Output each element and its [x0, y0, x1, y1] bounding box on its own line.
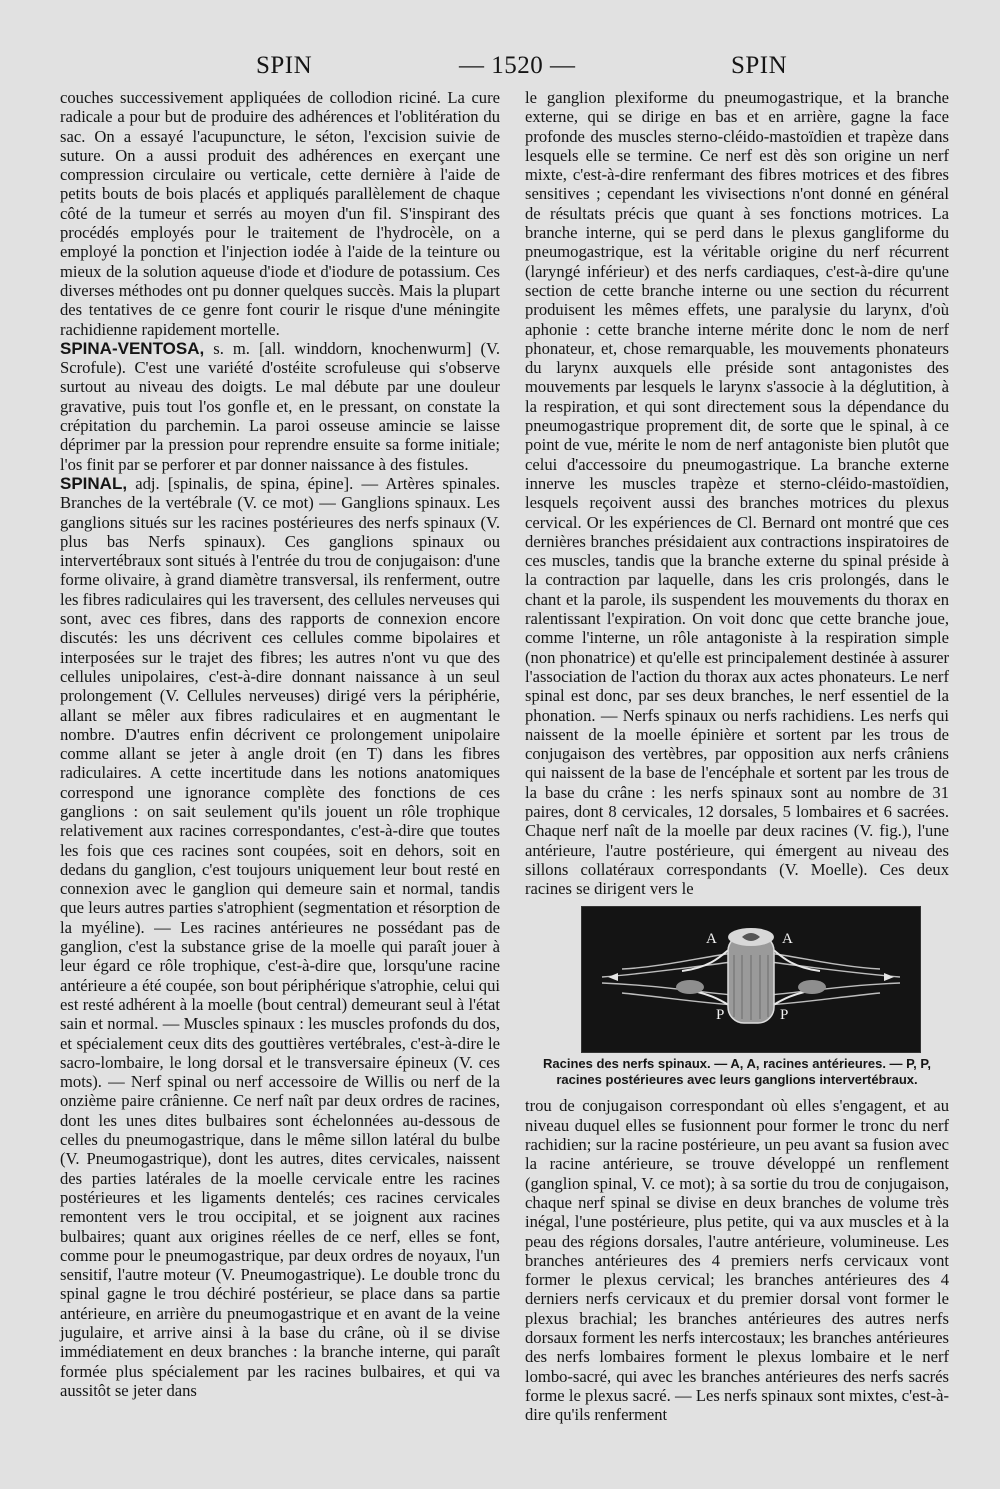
- page-header: [0, 52, 1000, 86]
- headword-spinal: SPINAL,: [60, 473, 128, 493]
- entry-spinal: [60, 474, 500, 1400]
- label-a-left: A: [706, 931, 717, 948]
- right-column: [525, 88, 949, 1425]
- entry-spina-ventosa-text: s. m. [all. winddorn, knochenwurm] (V. Scrofule). C'est une variété d'ostéite scrofuleuse qui s'observe surtout au niveau des doigts. Le mal débute par une douleur gravative, puis tout l'os gonfle et, en le pressant, on constate la crépitation du parchemin. La paroi osseuse amincie se laisse déprimer par la pression pour reprendre ensuite sa forme initiale; l'os finit par se perforer et par donner naissance à des fistules.: [60, 338, 500, 474]
- label-p-right: P: [780, 1007, 789, 1024]
- paragraph-trou-conjugaison: trou de conjugaison correspondant où elles s'engagent, et au niveau duquel elles se fusionnent pour former le tronc du nerf rachidien; sur la racine postérieure, un peu avant sa fusion avec la racine antérieure, se trouve développé un renflement (ganglion spinal, V. ce mot); à sa sortie du trou de conjugaison, chaque nerf spinal se divise en deux branches de volume très inégal, l'une postérieure, plus petite, qui va aux muscles et à la peau des régions dorsales, l'autre antérieure, volumineuse. Les branches antérieures des 4 premiers nerfs cervicaux vont former le plexus cervical; les branches antérieures des 4 derniers nerfs cervicaux et du premier dorsal vont former le plexus brachial; les branches antérieures des autres nerfs dorsaux forment les nerfs intercostaux; les branches antérieures des nerfs lombaires forment le plexus lombaire et le nerf lombo-sacré, qui avec les branches antérieures des nerfs sacrés forme le plexus sacré. — Les nerfs spinaux sont mixtes, c'est-à-dire qu'ils renferment: [525, 1096, 949, 1425]
- figure-caption: Racines des nerfs spinaux. — A, A, racines antérieures. — P, P, racines postérieures avec leurs ganglions intervertébraux.: [542, 1056, 931, 1088]
- left-column: [60, 88, 500, 1400]
- running-head-left: SPIN: [256, 52, 313, 79]
- page-number: — 1520 —: [459, 52, 576, 79]
- label-p-left: P: [716, 1007, 725, 1024]
- figure-spinal-roots: [581, 906, 921, 1053]
- headword-spina-ventosa: SPINA-VENTOSA,: [60, 338, 205, 358]
- paragraph-collodion: couches successivement appliquées de collodion riciné. La cure radicale a pour but de produire des adhérences et l'oblitération du sac. On a essayé l'acupuncture, le séton, l'excision suivie de suture. On a aussi produit des adhérences en exerçant une compression circulaire ou verticale, cette dernière à l'aide de petits bouts de bois placés et appliqués parallèlement de chaque côté de la tumeur et serrés au moyen d'un fil. S'inspirant des procédés employés pour le traitement de l'hydrocèle, on a employé la ponction et l'injection iodée à l'aide de la teinture ou mieux de la solution aqueuse d'iode et d'iodure de potassium. Ces diverses méthodes ont pu donner quelques succès. Mais la plupart des tentatives de ce genre font courir le risque d'une méningite rachidienne rapidement mortelle.: [60, 88, 500, 339]
- entry-spinal-text: adj. [spinalis, de spina, épine]. — Artères spinales. Branches de la vertébrale (V. ce mot) — Ganglions spinaux. Les ganglions situés sur les racines postérieures des nerfs spinaux (V. plus bas Nerfs spinaux). Ces ganglions spinaux ou intervertébraux sont situés à l'entrée du trou de conjugaison: d'une forme olivaire, à grand diamètre transversal, ils renferment, outre les fibres radiculaires qui les traversent, des cellules nerveuses qui sont, avec ces fibres, dans des rapports de connexion encore discutés: les uns décrivent ces cellules comme bipolaires et interposées sur le trajet des fibres; les autres n'ont vu que des cellules unipolaires, c'est-à-dire donnant naissance à un seul prolongement (V. Cellules nerveuses) dirigé vers la périphérie, allant se mêler aux fibres radiculaires et en augmentant le nombre. D'autres enfin décrivent ce prolongement unipolaire comme allant se jeter à angle droit (en T) dans les fibres radiculaires. A cette incertitude dans les notions anatomiques correspond une ignorance complète des fonctions de ces ganglions : on sait seulement qu'ils jouent un rôle trophique relativement aux racines correspondantes, c'est-à-dire que toutes les fois que ces racines sont coupées, soit en dehors, soit en dedans du ganglion, c'est toujours uniquement leur bout resté en connexion avec le ganglion qui demeure sain et normal, tandis que leurs autres parties s'atrophient (segmentation et résorption de la myéline). — Les racines antérieures ne possédant pas de ganglion, c'est la substance grise de la moelle qui paraît jouer à leur égard ce rôle trophique, c'est-à-dire que, lorsqu'une racine antérieure a été coupée, son bout périphérique s'atrophie, celui qui est resté adhérent à la moelle (bout central) demeurant seul à l'état sain et normal. — Muscles spinaux : les muscles profonds du dos, et spécialement ceux dits des gouttières vertébrales, c'est-à-dire le sacro-lombaire, le long dorsal et le transversaire épineux (V. ces mots). — Nerf spinal ou nerf accessoire de Willis ou nerf de la onzième paire crânienne. Ce nerf naît par deux ordres de racines, dont les unes dites bulbaires sont échelonnées au-dessous de celles du pneumogastrique, dans le même sillon latéral du bulbe (V. Pneumogastrique), dont les autres, dites cervicales, naissent des parties latérales de la moelle cervicale entre les racines postérieures et les ligaments dentelés; ces racines cervicales remontent vers le trou occipital, et se joignent aux racines bulbaires; quant aux origines réelles de ce nerf, elles se font, comme pour le pneumogastrique, par deux ordres de noyaux, l'un sensitif, l'autre moteur (V. Pneumogastrique). Le double tronc du spinal gagne le trou déchiré postérieur, se place dans sa partie antérieure, en arrière du pneumogastrique et en avant de la veine jugulaire, et arrive ainsi à la base du crâne, où il se divise immédiatement en deux branches : la branche interne, qui paraît formée plus spécialement par les racines bulbaires, et qui va aussitôt se jeter dans: [60, 473, 500, 1400]
- label-a-right: A: [782, 931, 793, 948]
- running-head-right: SPIN: [731, 52, 788, 79]
- paragraph-spinal-branches: le ganglion plexiforme du pneumogastrique, et la branche externe, qui se dirige en bas et en arrière, gagne la face profonde des muscles sterno-cléido-mastoïdien et trapèze dans lesquels elle se termine. Ce nerf est dès son origine un nerf mixte, c'est-à-dire renfermant des fibres motrices et des fibres sensitives ; cependant les vivisections n'ont donné en général de résultats précis que quant à ses fonctions motrices. La branche interne, qui se perd dans le plexus gangliforme du pneumogastrique, est la véritable origine du nerf récurrent (laryngé inférieur) et des nerfs cardiaques, c'est-à-dire qu'une section de cette branche interne ou une section du récurrent produisent les mêmes effets, une paralysie du larynx, d'où aphonie : cette branche interne mérite donc le nom de nerf phonateur, et, chose remarquable, les mouvements phonateurs du larynx auxquels elle préside sont antagonistes des mouvements par lesquels le larynx s'associe à la déglutition, à la respiration, et qui sont directement sous la dépendance du pneumogastrique proprement dit, de sorte que le spinal, à ce point de vue, mérite le nom de nerf antagoniste bien plutôt que celui d'accessoire du pneumogastrique. La branche externe innerve les muscles trapèze et sterno-cléido-mastoïdien, lesquels reçoivent aussi des branches motrices du plexus cervical. Or les expériences de Cl. Bernard ont montré que ces dernières branches présidaient aux contractions inspiratoires de ces muscles, tandis que la branche externe du spinal préside à la contraction par laquelle, dans les cris prolongés, dans le chant et la parole, ils suspendent les mouvements du thorax en ralentissant l'expiration. On voit donc que cette branche joue, comme l'interne, un rôle antagoniste à la respiration simple (non phonatrice) et qu'elle est principalement destinée à assurer l'association de l'action du thorax aux actes phonateurs. Le nerf spinal est donc, par ses deux branches, le nerf essentiel de la phonation. — Nerfs spinaux ou nerfs rachidiens. Les nerfs qui naissent de la moelle épinière et sortent par les trous de conjugaison des vertèbres, par opposition aux nerfs crâniens qui naissent de la base de l'encéphale et sortent par les trous de la base du crâne : les nerfs spinaux sont au nombre de 31 paires, dont 8 cervicales, 12 dorsales, 5 lombaires et 6 sacrées. Chaque nerf naît de la moelle par deux racines (V. fig.), l'une antérieure, l'autre postérieure, qui émergent au niveau des sillons collatéraux correspondants (V. Moelle). Ces deux racines se dirigent vers le: [525, 88, 949, 899]
- entry-spina-ventosa: [60, 339, 500, 474]
- spinal-roots-illustration: [582, 907, 920, 1052]
